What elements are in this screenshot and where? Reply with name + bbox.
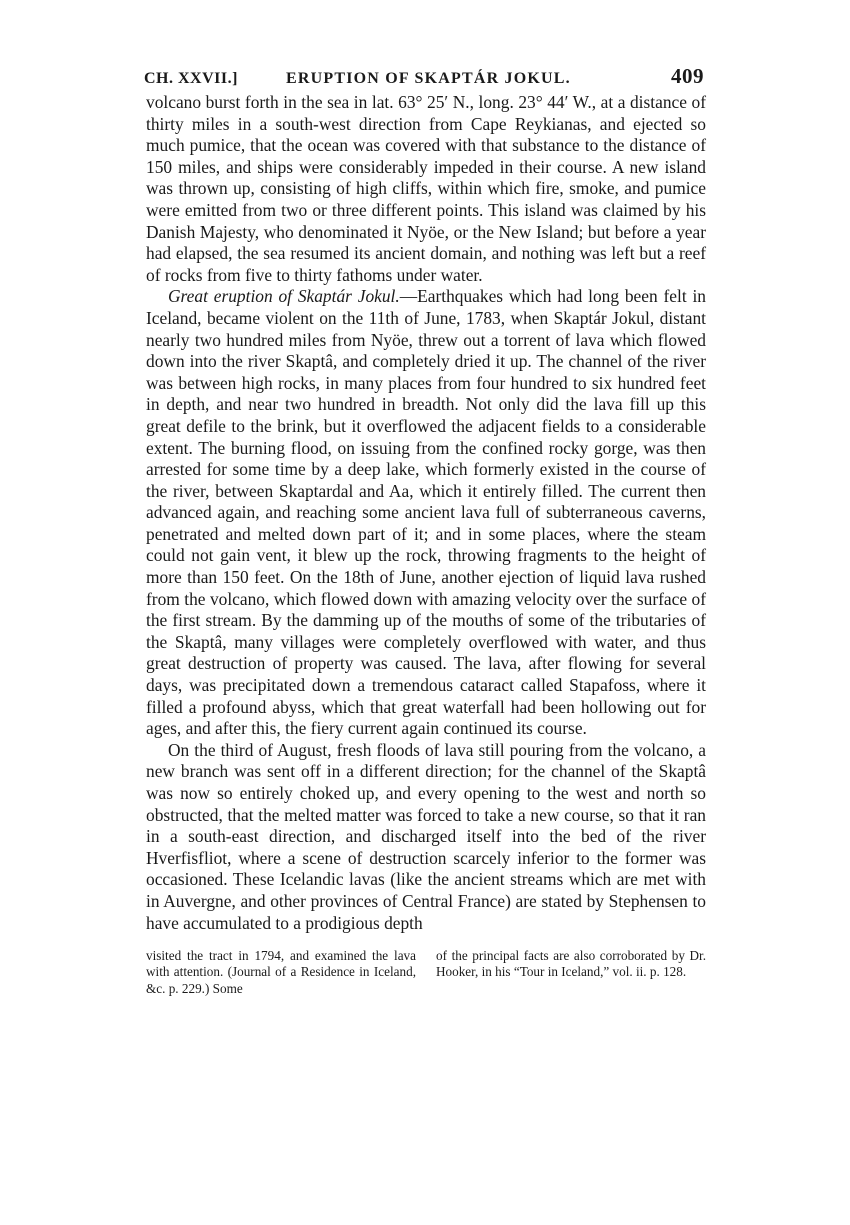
paragraph-3: On the third of August, fresh floods of lava still pouring from the volcano, a new branch was sent off in a different direction; for the channel of the Skaptâ was now so entirely choked up, and every opening to the west and north so obstructed, that the melted matter was forced to take a new course, so that it ran in a south-east direction, and discharged itself into the bed of the river Hverfisfliot, where a scene of destruction scarcely inferior to the former was occasioned. These Icelandic lavas (like the ancient streams which are met with in Auvergne, and other provinces of Central France) are stated by Stephensen to have accumulated to a prodigious depth — [146, 739, 706, 933]
footnotes — [146, 948, 706, 997]
footnote-right: of the principal facts are also corroborated by Dr. Hooker, in his “Tour in Iceland,” vol. ii. p. 128. — [436, 948, 706, 980]
paragraph-1: volcano burst forth in the sea in lat. 63° 25′ N., long. 23° 44′ W., at a distance of thirty miles in a south-west direction from Cape Reykianas, and ejected so much pumice, that the ocean was covered with that substance to the distance of 150 miles, and ships were considerably impeded in their course. A new island was thrown up, consisting of high cliffs, within which fire, smoke, and pumice were emitted from two or three different points. This island was claimed by his Danish Majesty, who denominated it Nyöe, or the New Island; but before a year had elapsed, the sea resumed its ancient domain, and nothing was left but a reef of rocks from five to thirty fathoms under water. — [146, 92, 706, 285]
chapter-label: CH. XXVII.] — [144, 70, 238, 87]
body-text — [146, 92, 706, 934]
running-head — [146, 62, 706, 92]
book-page — [146, 62, 706, 997]
running-title: ERUPTION OF SKAPTÁR JOKUL. — [286, 70, 571, 87]
paragraph-2 — [146, 286, 706, 739]
section-heading: Great eruption of Skaptár Jokul. — [168, 286, 400, 307]
footnote-left: visited the tract in 1794, and examined the lava with attention. (Journal of a Residence in Iceland, &c. p. 229.) Some — [146, 948, 416, 996]
page-number: 409 — [671, 64, 704, 88]
paragraph-2-body: —Earthquakes which had long been felt in Iceland, became violent on the 11th of June, 1783, when Skaptár Jokul, distant nearly two hundred miles from Nyöe, threw out a torrent of lava which flowed down into the river Skaptâ, and completely dried it up. The channel of the river was between high rocks, in many places from four hundred to six hundred feet in depth, and near two hundred in breadth. Not only did the lava fill up this great defile to the brink, but it overflowed the adjacent fields to a considerable extent. The burning flood, on issuing from the confined rocky gorge, was then arrested for some time by a deep lake, which formerly existed in the course of the river, between Skaptardal and Aa, which it entirely filled. The current then advanced again, and reaching some ancient lava full of subterraneous caverns, penetrated and melted down part of it; and in some places, where the steam could not gain vent, it blew up the rock, throwing fragments to the height of more than 150 feet. On the 18th of June, another ejection of liquid lava rushed from the volcano, which flowed down with amazing velocity over the surface of the first stream. By the damming up of the mouths of some of the tributaries of the Skaptâ, many villages were completely overflowed with water, and thus great destruction of property was caused. The lava, after flowing for several days, was precipitated down a tremendous cataract called Stapafoss, where it filled a profound abyss, which that great waterfall had been hollowing out for ages, and after this, the fiery current again continued its course. — [146, 286, 706, 739]
